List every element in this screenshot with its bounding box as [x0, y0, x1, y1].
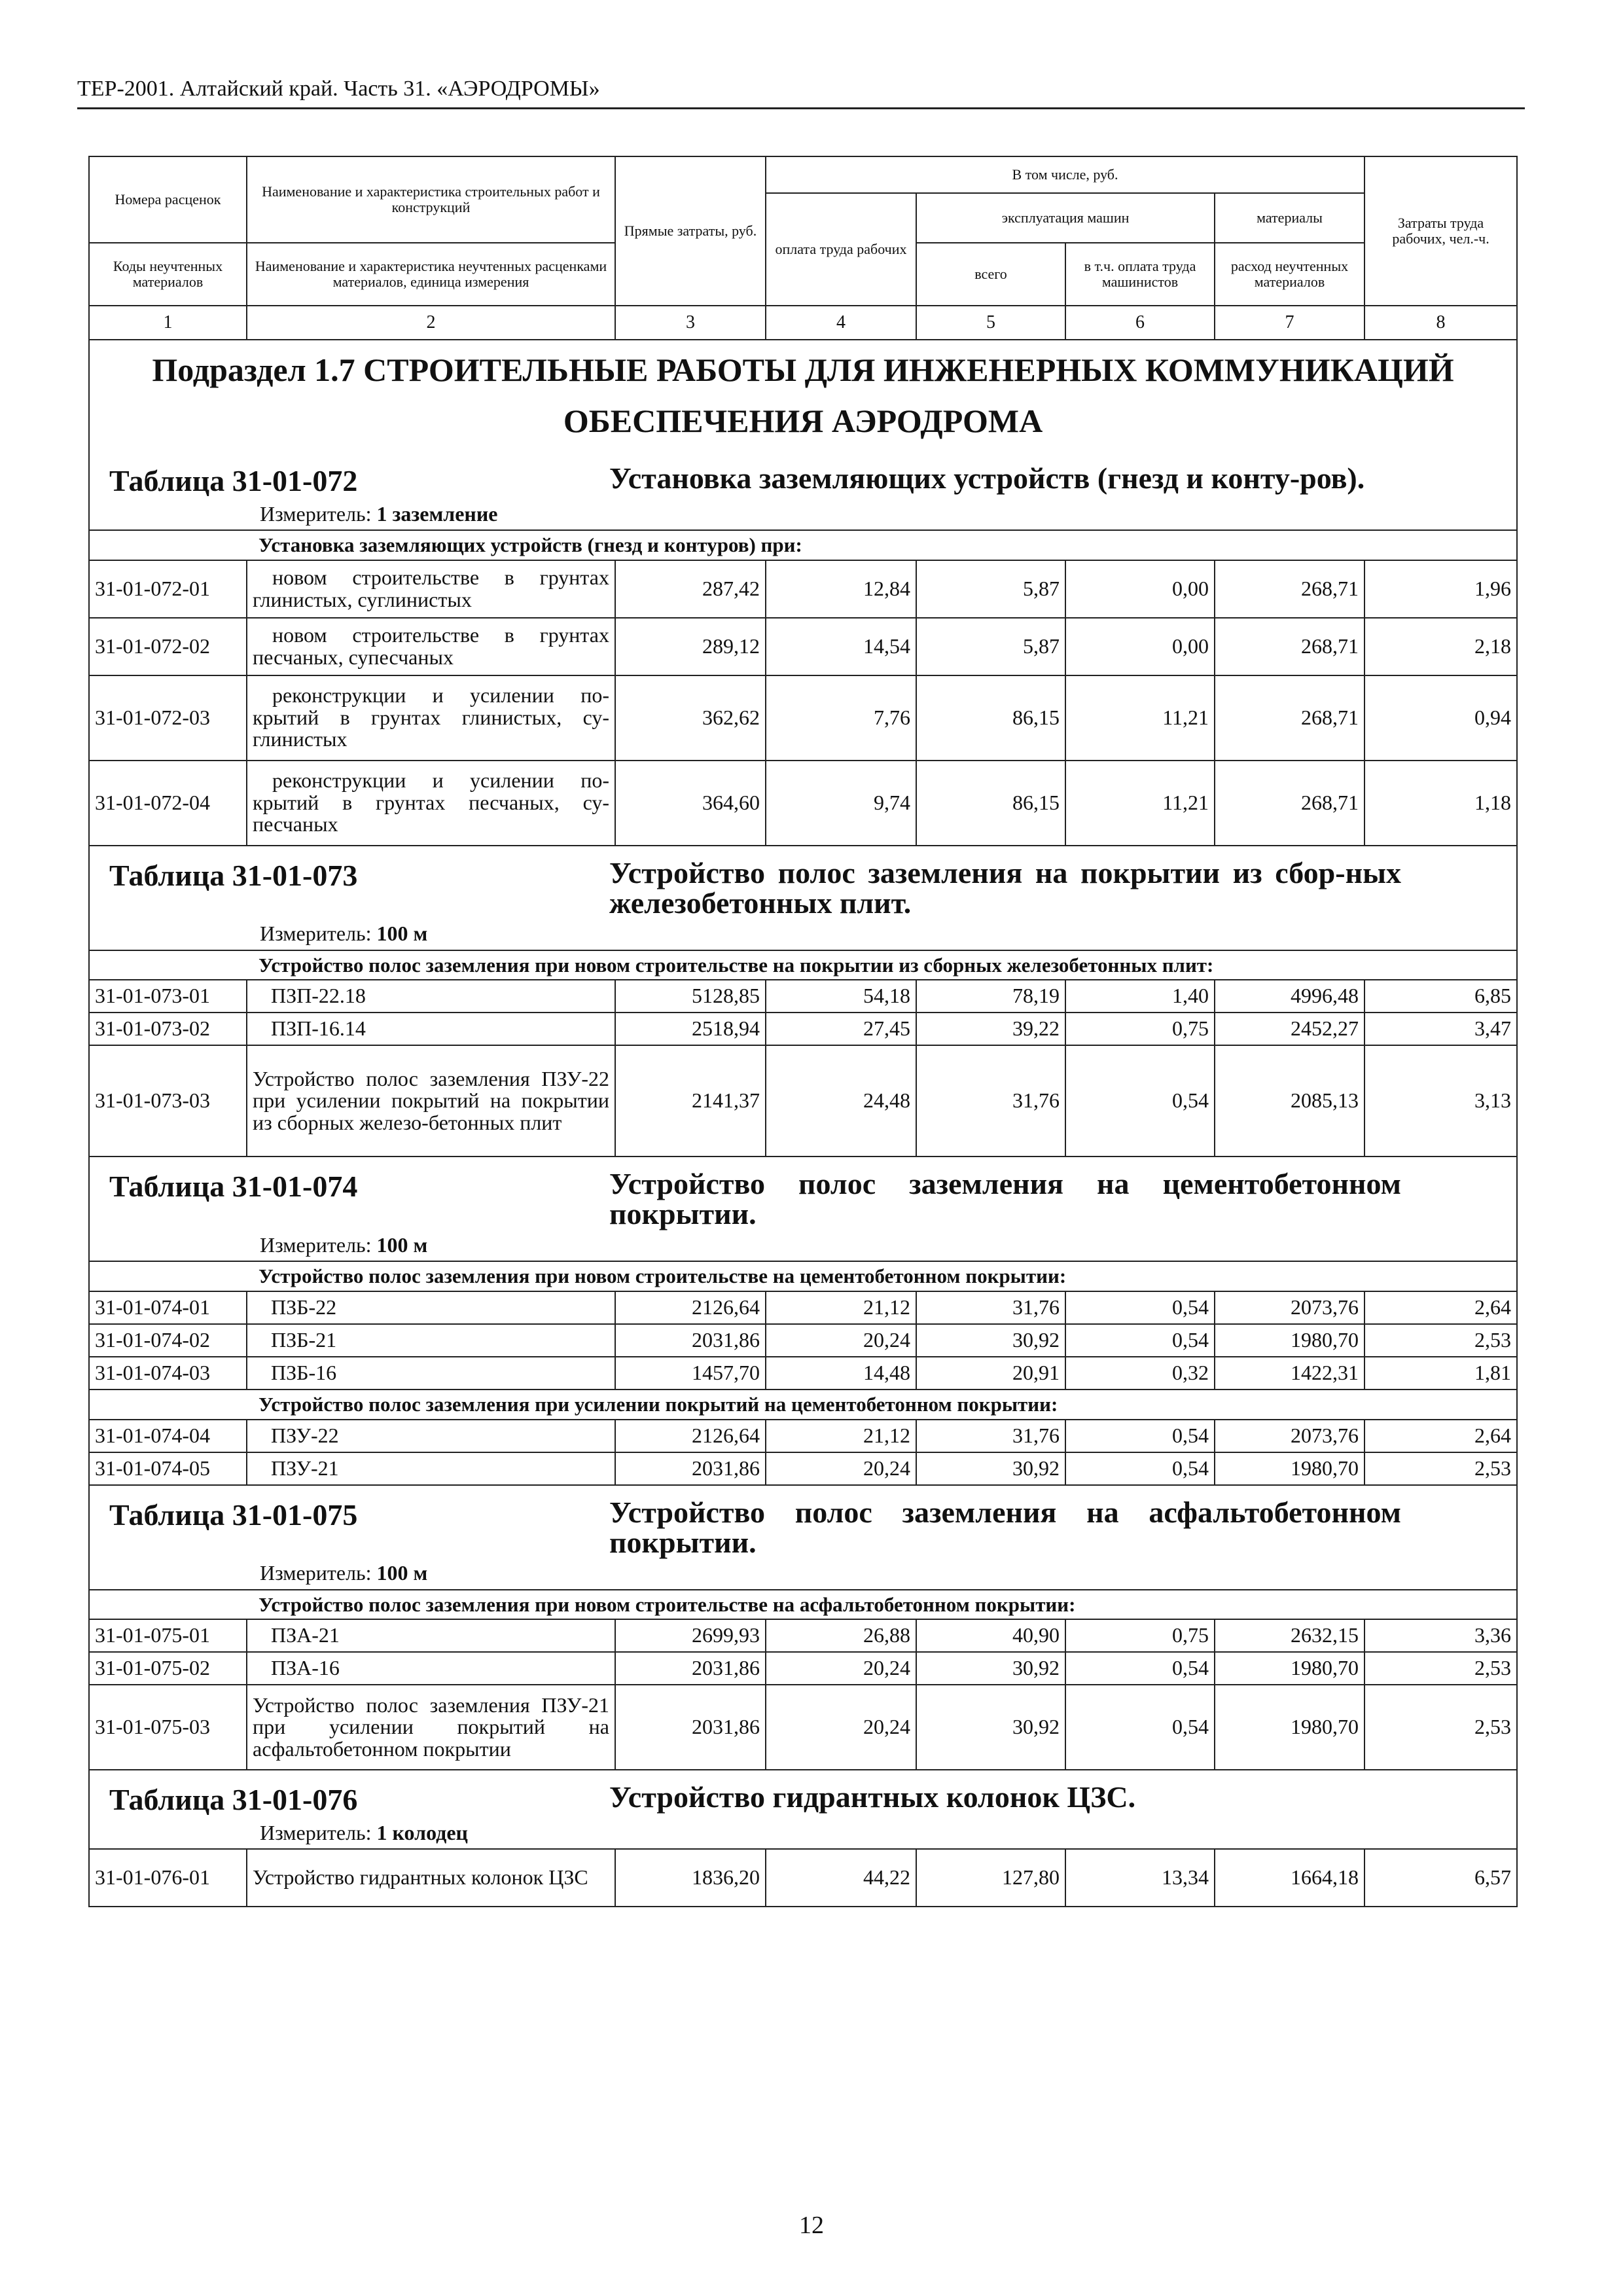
- work-name: реконструкции и усилении по-крытий в грунтах глинистых, су-глинистых: [247, 675, 615, 761]
- machinist-pay-cell: 13,34: [1065, 1849, 1215, 1907]
- direct-costs-cell: 2031,86: [615, 1652, 766, 1685]
- labor-hours-cell: 2,53: [1364, 1685, 1517, 1770]
- group-title: Установка заземляющих устройств (гнезд и контуров) при:: [89, 530, 1517, 560]
- rate-code: 31-01-074-02: [89, 1324, 247, 1357]
- group-title: Устройство полос заземления при новом строительстве на асфальтобетонном покрытии:: [89, 1590, 1517, 1620]
- labor-hours-cell: 2,64: [1364, 1291, 1517, 1324]
- materials-consumption-cell: 268,71: [1215, 761, 1364, 846]
- column-number: 2: [247, 306, 615, 340]
- rate-code: 31-01-075-03: [89, 1685, 247, 1770]
- col-header-rate-number: Номера расценок: [89, 156, 247, 243]
- rate-code: 31-01-074-05: [89, 1452, 247, 1485]
- col-header-including: В том числе, руб.: [766, 156, 1364, 193]
- col-header-direct-costs: Прямые затраты, руб.: [615, 156, 766, 306]
- measure-row: [89, 498, 1517, 530]
- direct-costs-cell: 5128,85: [615, 980, 766, 1013]
- labor-pay-cell: 54,18: [766, 980, 916, 1013]
- table-heading-row: [89, 452, 1517, 498]
- rates-table: [88, 156, 1518, 1907]
- col-header-labor: оплата труда рабочих: [766, 193, 916, 306]
- machinist-pay-cell: 11,21: [1065, 761, 1215, 846]
- measure-label: Измеритель:: [260, 1820, 372, 1844]
- rate-code: 31-01-072-04: [89, 761, 247, 846]
- work-name: реконструкции и усилении по-крытий в грунтах песчаных, су-песчаных: [247, 761, 615, 846]
- measure-unit: 1 заземление: [376, 501, 498, 526]
- table-row: [89, 1324, 1517, 1357]
- direct-costs-cell: 2141,37: [615, 1045, 766, 1157]
- section-title-line-2: ОБЕСПЕЧЕНИЯ АЭРОДРОМА: [563, 403, 1043, 439]
- labor-pay-cell: 12,84: [766, 560, 916, 618]
- direct-costs-cell: 2126,64: [615, 1420, 766, 1452]
- direct-costs-cell: 1836,20: [615, 1849, 766, 1907]
- group-title-row: [89, 1261, 1517, 1291]
- materials-consumption-cell: 1980,70: [1215, 1685, 1364, 1770]
- group-title-row: [89, 950, 1517, 980]
- machines-total-cell: 5,87: [916, 560, 1065, 618]
- table-row: [89, 1045, 1517, 1157]
- direct-costs-cell: 289,12: [615, 618, 766, 675]
- materials-consumption-cell: 268,71: [1215, 560, 1364, 618]
- group-title-row: [89, 530, 1517, 560]
- machines-total-cell: 31,76: [916, 1420, 1065, 1452]
- materials-consumption-cell: 2085,13: [1215, 1045, 1364, 1157]
- machines-total-cell: 127,80: [916, 1849, 1065, 1907]
- table-row: [89, 1685, 1517, 1770]
- table-row: [89, 1357, 1517, 1390]
- section-title-row: [89, 340, 1517, 452]
- rate-code: 31-01-073-01: [89, 980, 247, 1013]
- materials-consumption-cell: 268,71: [1215, 675, 1364, 761]
- labor-pay-cell: 26,88: [766, 1619, 916, 1652]
- labor-hours-cell: 2,18: [1364, 618, 1517, 675]
- direct-costs-cell: 2031,86: [615, 1685, 766, 1770]
- machines-total-cell: 30,92: [916, 1652, 1065, 1685]
- machinist-pay-cell: 0,00: [1065, 560, 1215, 618]
- machines-total-cell: 30,92: [916, 1685, 1065, 1770]
- machinist-pay-cell: 0,00: [1065, 618, 1215, 675]
- table-row: [89, 618, 1517, 675]
- table-title: Устройство полос заземления на покрытии из сбор-ных железобетонных плит.: [609, 855, 1401, 920]
- work-name: новом строительстве в грунтах песчаных, супесчаных: [247, 618, 615, 675]
- labor-hours-cell: 3,13: [1364, 1045, 1517, 1157]
- table-row: [89, 560, 1517, 618]
- work-name: новом строительстве в грунтах глинистых, суглинистых: [247, 560, 615, 618]
- measure-label: Измеритель:: [260, 1232, 372, 1257]
- materials-consumption-cell: 2632,15: [1215, 1619, 1364, 1652]
- col-header-machines-total: всего: [916, 243, 1065, 306]
- col-header-labor-cost: Затраты труда рабочих, чел.-ч.: [1364, 156, 1517, 306]
- machines-total-cell: 40,90: [916, 1619, 1065, 1652]
- table-heading-row: [89, 846, 1517, 918]
- table-number: Таблица 31-01-073: [109, 858, 358, 892]
- direct-costs-cell: 1457,70: [615, 1357, 766, 1390]
- table-row: [89, 1452, 1517, 1485]
- measure-unit: 100 м: [376, 922, 428, 946]
- work-name: Устройство гидрантных колонок ЦЗС: [247, 1849, 615, 1907]
- column-number: 8: [1364, 306, 1517, 340]
- labor-pay-cell: 20,24: [766, 1652, 916, 1685]
- work-name: ПЗУ-22: [247, 1420, 615, 1452]
- materials-consumption-cell: 1980,70: [1215, 1652, 1364, 1685]
- machines-total-cell: 86,15: [916, 675, 1065, 761]
- labor-hours-cell: 1,18: [1364, 761, 1517, 846]
- rate-code: 31-01-074-04: [89, 1420, 247, 1452]
- machines-total-cell: 20,91: [916, 1357, 1065, 1390]
- labor-pay-cell: 20,24: [766, 1685, 916, 1770]
- table-title: Устройство полос заземления на цементобетонном покрытии.: [609, 1167, 1401, 1231]
- machines-total-cell: 31,76: [916, 1045, 1065, 1157]
- table-row: [89, 1619, 1517, 1652]
- column-number: 4: [766, 306, 916, 340]
- machines-total-cell: 86,15: [916, 761, 1065, 846]
- labor-pay-cell: 24,48: [766, 1045, 916, 1157]
- labor-pay-cell: 20,24: [766, 1452, 916, 1485]
- col-header-machines: эксплуатация машин: [916, 193, 1215, 243]
- rate-code: 31-01-072-01: [89, 560, 247, 618]
- measure-label: Измеритель:: [260, 922, 372, 946]
- direct-costs-cell: 287,42: [615, 560, 766, 618]
- machinist-pay-cell: 0,54: [1065, 1652, 1215, 1685]
- machines-total-cell: 30,92: [916, 1452, 1065, 1485]
- labor-pay-cell: 14,48: [766, 1357, 916, 1390]
- table-row: [89, 1849, 1517, 1907]
- measure-row: [89, 1558, 1517, 1590]
- materials-consumption-cell: 1980,70: [1215, 1324, 1364, 1357]
- labor-pay-cell: 7,76: [766, 675, 916, 761]
- rate-code: 31-01-072-02: [89, 618, 247, 675]
- materials-consumption-cell: 4996,48: [1215, 980, 1364, 1013]
- measure-unit: 100 м: [376, 1561, 428, 1585]
- machinist-pay-cell: 0,54: [1065, 1291, 1215, 1324]
- machinist-pay-cell: 0,54: [1065, 1045, 1215, 1157]
- col-header-work-name: Наименование и характеристика строительных работ и конструкций: [247, 156, 615, 243]
- labor-hours-cell: 2,53: [1364, 1652, 1517, 1685]
- table-number: Таблица 31-01-072: [109, 464, 358, 497]
- materials-consumption-cell: 1422,31: [1215, 1357, 1364, 1390]
- machinist-pay-cell: 0,75: [1065, 1013, 1215, 1045]
- machinist-pay-cell: 0,54: [1065, 1685, 1215, 1770]
- group-title: Устройство полос заземления при усилении покрытий на цементобетонном покрытии:: [89, 1390, 1517, 1420]
- labor-pay-cell: 27,45: [766, 1013, 916, 1045]
- labor-hours-cell: 1,96: [1364, 560, 1517, 618]
- materials-consumption-cell: 1980,70: [1215, 1452, 1364, 1485]
- table-number: Таблица 31-01-074: [109, 1170, 358, 1204]
- col-header-material-codes: Коды неучтенных материалов: [89, 243, 247, 306]
- labor-pay-cell: 21,12: [766, 1291, 916, 1324]
- materials-consumption-cell: 2452,27: [1215, 1013, 1364, 1045]
- machines-total-cell: 5,87: [916, 618, 1065, 675]
- work-name: ПЗА-21: [247, 1619, 615, 1652]
- direct-costs-cell: 2699,93: [615, 1619, 766, 1652]
- table-row: [89, 675, 1517, 761]
- labor-hours-cell: 0,94: [1364, 675, 1517, 761]
- section-title-line-1: Подраздел 1.7 СТРОИТЕЛЬНЫЕ РАБОТЫ ДЛЯ ИНЖЕНЕРНЫХ КОММУНИКАЦИЙ: [152, 351, 1454, 388]
- work-name: ПЗБ-21: [247, 1324, 615, 1357]
- measure-row: [89, 1229, 1517, 1261]
- machinist-pay-cell: 0,75: [1065, 1619, 1215, 1652]
- rate-code: 31-01-073-03: [89, 1045, 247, 1157]
- direct-costs-cell: 362,62: [615, 675, 766, 761]
- work-name: ПЗА-16: [247, 1652, 615, 1685]
- col-header-material-names: Наименование и характеристика неучтенных расценками материалов, единица измерения: [247, 243, 615, 306]
- rate-code: 31-01-074-03: [89, 1357, 247, 1390]
- table-row: [89, 1420, 1517, 1452]
- machinist-pay-cell: 11,21: [1065, 675, 1215, 761]
- table-number: Таблица 31-01-075: [109, 1498, 358, 1532]
- work-name: Устройство полос заземления ПЗУ-22 при усилении покрытий на покрытии из сборных железо-бетонных плит: [247, 1045, 615, 1157]
- machinist-pay-cell: 0,54: [1065, 1452, 1215, 1485]
- machinist-pay-cell: 0,54: [1065, 1324, 1215, 1357]
- labor-hours-cell: 6,85: [1364, 980, 1517, 1013]
- work-name: ПЗБ-22: [247, 1291, 615, 1324]
- work-name: ПЗУ-21: [247, 1452, 615, 1485]
- measure-label: Измеритель:: [260, 501, 372, 526]
- direct-costs-cell: 2031,86: [615, 1324, 766, 1357]
- table-title: Установка заземляющих устройств (гнезд и конту-ров).: [609, 461, 1365, 495]
- rate-code: 31-01-072-03: [89, 675, 247, 761]
- table-number: Таблица 31-01-076: [109, 1783, 358, 1817]
- work-name: ПЗП-22.18: [247, 980, 615, 1013]
- column-number: 6: [1065, 306, 1215, 340]
- table-heading-row: [89, 1485, 1517, 1558]
- measure-unit: 1 колодец: [376, 1820, 468, 1844]
- table-title: Устройство полос заземления на асфальтобетонном покрытии.: [609, 1495, 1401, 1559]
- table-row: [89, 761, 1517, 846]
- labor-hours-cell: 1,81: [1364, 1357, 1517, 1390]
- machinist-pay-cell: 0,54: [1065, 1420, 1215, 1452]
- column-number: 1: [89, 306, 247, 340]
- direct-costs-cell: 2518,94: [615, 1013, 766, 1045]
- group-title-row: [89, 1590, 1517, 1620]
- machines-total-cell: 39,22: [916, 1013, 1065, 1045]
- materials-consumption-cell: 268,71: [1215, 618, 1364, 675]
- rate-code: 31-01-075-02: [89, 1652, 247, 1685]
- group-title: Устройство полос заземления при новом строительстве на цементобетонном покрытии:: [89, 1261, 1517, 1291]
- group-title: Устройство полос заземления при новом строительстве на покрытии из сборных железобетонных плит:: [89, 950, 1517, 980]
- labor-hours-cell: 6,57: [1364, 1849, 1517, 1907]
- direct-costs-cell: 364,60: [615, 761, 766, 846]
- rate-code: 31-01-073-02: [89, 1013, 247, 1045]
- work-name: ПЗБ-16: [247, 1357, 615, 1390]
- labor-hours-cell: 2,64: [1364, 1420, 1517, 1452]
- labor-pay-cell: 14,54: [766, 618, 916, 675]
- machines-total-cell: 31,76: [916, 1291, 1065, 1324]
- labor-pay-cell: 9,74: [766, 761, 916, 846]
- materials-consumption-cell: 2073,76: [1215, 1420, 1364, 1452]
- column-number: 7: [1215, 306, 1364, 340]
- page-number: 12: [799, 2212, 824, 2239]
- labor-pay-cell: 20,24: [766, 1324, 916, 1357]
- table-row: [89, 1291, 1517, 1324]
- labor-pay-cell: 21,12: [766, 1420, 916, 1452]
- machines-total-cell: 30,92: [916, 1324, 1065, 1357]
- rate-code: 31-01-074-01: [89, 1291, 247, 1324]
- column-numbers-row: [89, 306, 1517, 340]
- measure-label: Измеритель:: [260, 1561, 372, 1585]
- rate-code: 31-01-076-01: [89, 1849, 247, 1907]
- col-header-machines-labor: в т.ч. оплата труда машинистов: [1065, 243, 1215, 306]
- labor-pay-cell: 44,22: [766, 1849, 916, 1907]
- table-row: [89, 1013, 1517, 1045]
- direct-costs-cell: 2126,64: [615, 1291, 766, 1324]
- work-name: ПЗП-16.14: [247, 1013, 615, 1045]
- measure-unit: 100 м: [376, 1232, 428, 1257]
- column-number: 3: [615, 306, 766, 340]
- table-title: Устройство гидрантных колонок ЦЗС.: [609, 1780, 1136, 1814]
- col-header-materials: материалы: [1215, 193, 1364, 243]
- table-row: [89, 980, 1517, 1013]
- machinist-pay-cell: 0,32: [1065, 1357, 1215, 1390]
- group-title-row: [89, 1390, 1517, 1420]
- labor-hours-cell: 3,47: [1364, 1013, 1517, 1045]
- measure-row: [89, 1817, 1517, 1849]
- labor-hours-cell: 2,53: [1364, 1452, 1517, 1485]
- table-heading-row: [89, 1157, 1517, 1229]
- column-number: 5: [916, 306, 1065, 340]
- labor-hours-cell: 2,53: [1364, 1324, 1517, 1357]
- running-header: ТЕР-2001. Алтайский край. Часть 31. «АЭРОДРОМЫ»: [77, 71, 1525, 109]
- direct-costs-cell: 2031,86: [615, 1452, 766, 1485]
- measure-row: [89, 918, 1517, 950]
- work-name: Устройство полос заземления ПЗУ-21 при усилении покрытий на асфальтобетонном покрытии: [247, 1685, 615, 1770]
- col-header-materials-unaccounted: расход неучтенных материалов: [1215, 243, 1364, 306]
- table-row: [89, 1652, 1517, 1685]
- machines-total-cell: 78,19: [916, 980, 1065, 1013]
- table-heading-row: [89, 1770, 1517, 1817]
- machinist-pay-cell: 1,40: [1065, 980, 1215, 1013]
- materials-consumption-cell: 1664,18: [1215, 1849, 1364, 1907]
- materials-consumption-cell: 2073,76: [1215, 1291, 1364, 1324]
- rate-code: 31-01-075-01: [89, 1619, 247, 1652]
- labor-hours-cell: 3,36: [1364, 1619, 1517, 1652]
